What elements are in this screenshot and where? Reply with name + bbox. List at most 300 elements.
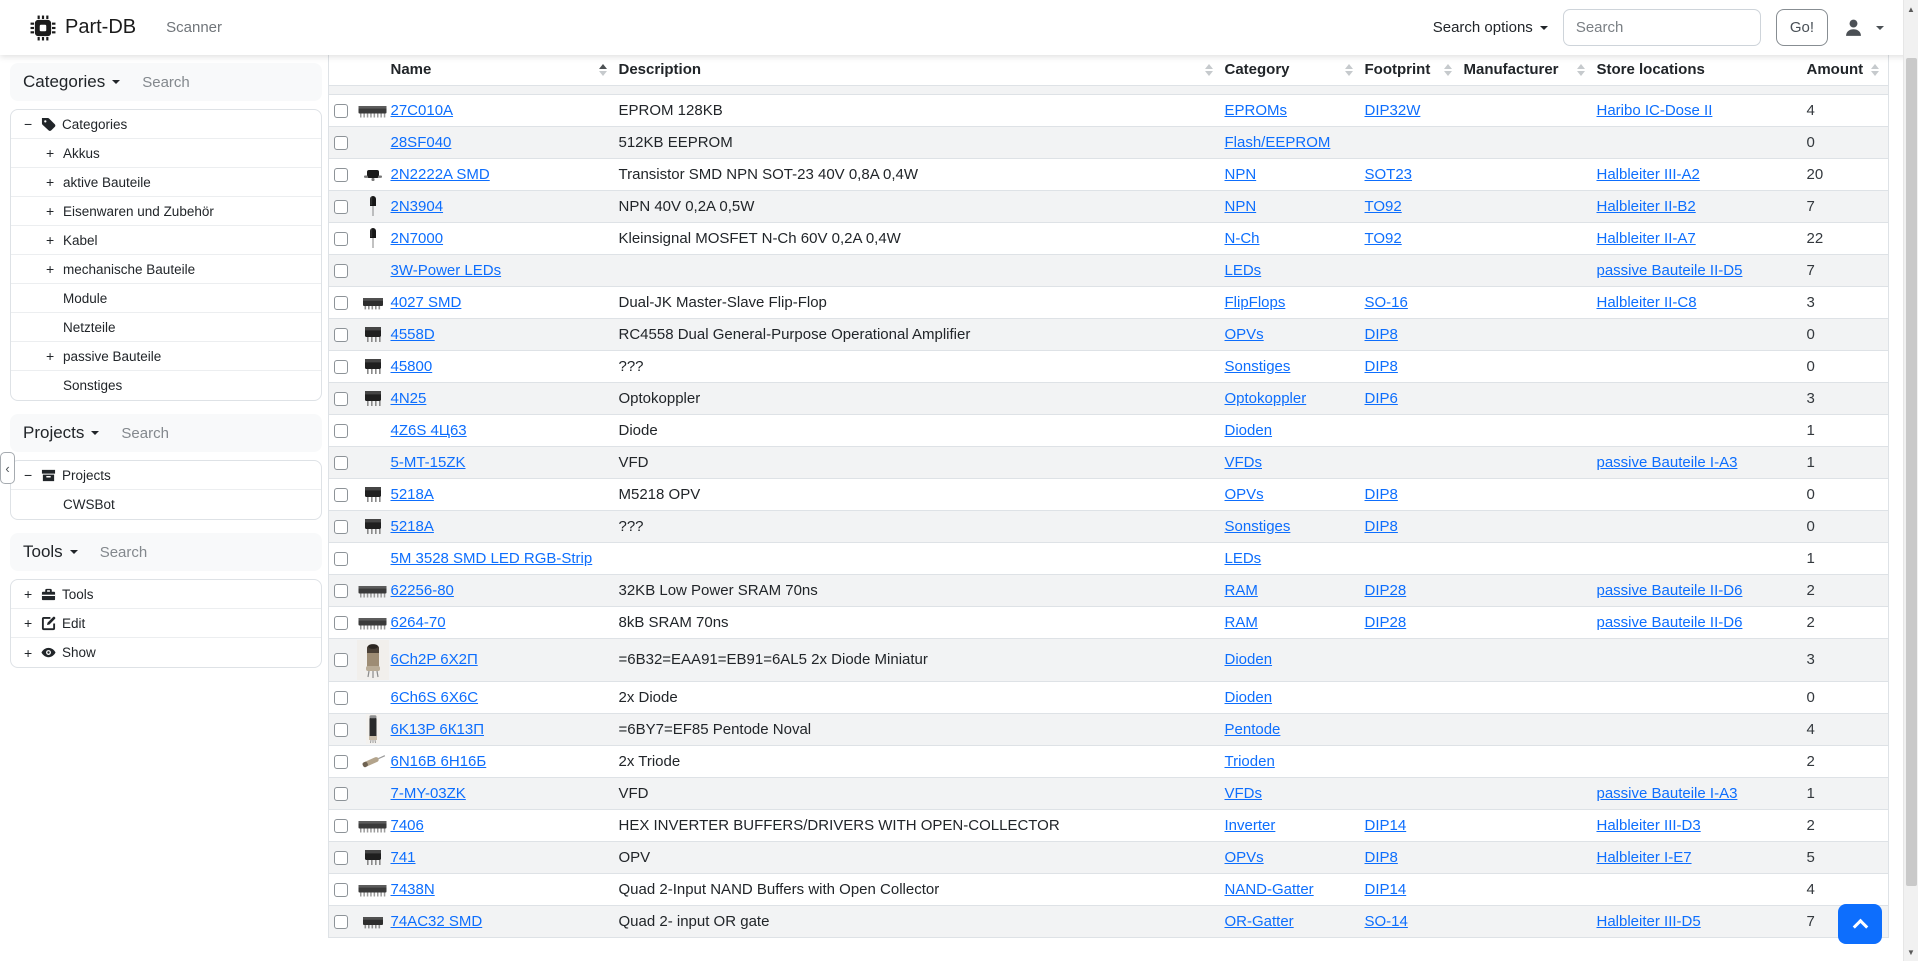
category-link[interactable]: Dioden [1224,421,1273,439]
footprint-link[interactable]: DIP8 [1364,485,1398,503]
row-checkbox[interactable] [334,915,348,929]
part-name-link[interactable]: 74AC32 SMD [390,912,483,930]
row-checkbox[interactable] [334,616,348,630]
column-header-footprint[interactable] [1363,55,1462,85]
row-checkbox[interactable] [334,360,348,374]
part-description: Quad 2- input OR gate [618,912,770,930]
part-description: 8kB SRAM 70ns [618,613,729,631]
part-thumbnail-dip-long-chip[interactable] [357,817,389,834]
tree-item-mechanische-bauteile[interactable] [11,255,321,284]
category-link[interactable]: Flash/EEPROM [1224,133,1331,151]
amount-value: 1 [1806,421,1815,439]
amount-value: 1 [1806,549,1815,567]
panel-title-dropdown-tools[interactable]: Tools [23,542,78,562]
expand-icon[interactable]: + [46,261,55,277]
footprint-link[interactable]: DIP14 [1364,880,1407,898]
tree-tools [10,579,322,668]
part-description: ??? [618,517,644,535]
expand-icon[interactable]: + [46,203,55,219]
amount-value: 1 [1806,453,1815,471]
part-name-link[interactable]: 7-MY-03ZK [390,784,466,802]
table-row [329,713,1889,745]
part-description: Transistor SMD NPN SOT-23 40V 0,8A 0,4W [618,165,919,183]
table-row [329,905,1889,937]
table-body [329,85,1889,937]
search-input[interactable] [1563,9,1761,46]
sort-icon [1871,64,1879,76]
user-icon [1843,17,1864,38]
tree-item-cwsbot[interactable] [11,490,321,519]
part-name-link[interactable]: 28SF040 [390,133,452,151]
tree-item-label: CWSBot [63,497,115,512]
table-row [329,873,1889,905]
row-checkbox[interactable] [334,328,348,342]
footprint-link[interactable]: SO-14 [1364,912,1408,930]
store-location-link[interactable]: passive Bauteile II-D5 [1596,261,1743,279]
tag-icon [41,117,56,132]
row-checkbox[interactable] [334,691,348,705]
amount-value: 0 [1806,357,1815,375]
part-name-link[interactable]: 2N7000 [390,229,444,247]
part-name-link[interactable]: 5218A [390,485,434,503]
tree-item-label: Categories [62,116,128,132]
footprint-link[interactable]: DIP8 [1364,325,1398,343]
part-thumbnail-dip8-chip[interactable] [361,356,385,376]
amount-value: 0 [1806,133,1815,151]
part-thumbnail-vacuum-tube-vertical[interactable] [366,714,380,744]
part-name-link[interactable]: 741 [390,848,416,866]
footprint-link[interactable]: DIP8 [1364,517,1398,535]
nav-item-scanner[interactable]: Scanner [166,19,222,36]
store-location-link[interactable]: Halbleiter III-D3 [1596,816,1701,834]
amount-value: 4 [1806,880,1815,898]
column-header-amount[interactable] [1805,55,1889,85]
row-checkbox[interactable] [334,264,348,278]
part-thumbnail-soic-chip[interactable] [360,294,386,311]
store-location-link[interactable]: passive Bauteile I-A3 [1596,453,1738,471]
tree-item-label: Eisenwaren und Zubehör [63,203,214,219]
footprint-link[interactable]: SOT23 [1364,165,1413,183]
chevron-down-icon [70,550,78,554]
category-link[interactable]: OR-Gatter [1224,912,1294,930]
category-link[interactable]: LEDs [1224,549,1262,567]
store-location-link[interactable]: Halbleiter III-D5 [1596,912,1701,930]
tree-item-projects[interactable] [11,461,321,490]
table-row [329,446,1889,478]
expand-icon[interactable]: + [24,644,33,661]
part-name-link[interactable]: 5M 3528 SMD LED RGB-Strip [390,549,593,567]
category-link[interactable]: Dioden [1224,651,1273,668]
part-description: RC4558 Dual General-Purpose Operational Amplifier [618,325,971,343]
tree-item-label: Show [62,645,96,660]
category-link[interactable]: OPVs [1224,485,1264,503]
tree-item-show[interactable] [11,638,321,667]
tree-item-sonstiges[interactable] [11,371,321,400]
brand-label: Part-DB [65,16,137,38]
part-thumbnail-dip-long-chip[interactable] [357,614,389,631]
category-link[interactable]: Sonstiges [1224,357,1291,375]
tree-item-label: Tools [62,586,94,602]
expand-icon[interactable]: + [24,615,33,631]
store-location-link[interactable]: Halbleiter II-A7 [1596,229,1696,247]
footprint-link[interactable]: DIP8 [1364,848,1398,866]
column-label: Category [1224,61,1290,79]
column-header-store[interactable] [1595,55,1805,85]
column-header-img [357,55,389,85]
chevron-up-icon [1852,919,1868,935]
tree-item-label: mechanische Bauteile [63,261,196,277]
amount-value: 0 [1806,485,1815,503]
store-location-link[interactable]: passive Bauteile II-D6 [1596,613,1743,631]
part-name-link[interactable]: 3W-Power LEDs [390,261,502,279]
table-row [329,478,1889,510]
row-checkbox[interactable] [334,200,348,214]
part-description: M5218 OPV [618,485,701,503]
table-header-row [329,55,1889,85]
part-thumbnail-to92-transistor[interactable] [368,194,378,218]
panel-search-input-categories[interactable] [142,74,272,91]
brand[interactable] [30,15,136,41]
tree-item-netzteile[interactable] [11,313,321,342]
part-thumbnail-dip8-chip[interactable] [361,516,385,536]
part-description: 512KB EEPROM [618,133,733,151]
tree-item-label: Akkus [63,145,100,161]
part-name-link[interactable]: 6Ch6S 6X6C [390,688,479,706]
table-row [329,510,1889,542]
part-thumbnail-to92-transistor[interactable] [368,226,378,250]
tree-item-eisenwaren-und-zubeh-r[interactable] [11,197,321,226]
sort-icon [1577,64,1585,76]
sort-icon [1205,64,1213,76]
amount-value: 2 [1806,816,1815,834]
part-description: Kleinsignal MOSFET N-Ch 60V 0,2A 0,4W [618,229,901,247]
tree-item-aktive-bauteile[interactable] [11,168,321,197]
table-row [329,542,1889,574]
row-checkbox[interactable] [334,136,348,150]
row-checkbox[interactable] [334,424,348,438]
table-row [329,606,1889,638]
part-name-link[interactable]: 4027 SMD [390,293,462,311]
tree-item-tools[interactable] [11,580,321,609]
edit-icon [41,616,56,631]
part-name-link[interactable]: 7406 [390,816,424,834]
column-header-name[interactable] [389,55,617,85]
row-checkbox[interactable] [334,168,348,182]
category-link[interactable]: LEDs [1224,261,1262,279]
table-row [329,574,1889,606]
row-checkbox[interactable] [334,851,348,865]
part-name-link[interactable]: 6264-70 [390,613,446,631]
collapse-icon[interactable]: − [24,116,33,132]
part-name-link[interactable]: 6K13P 6К13П [390,720,484,738]
store-location-link[interactable]: Halbleiter III-A2 [1596,165,1700,183]
browser-scrollbar[interactable] [1903,0,1918,961]
part-description: ??? [618,357,644,375]
table-row [329,382,1889,414]
row-checkbox[interactable] [334,787,348,801]
part-description: VFD [618,453,649,471]
column-label: Amount [1806,61,1864,79]
category-link[interactable]: NPN [1224,165,1257,183]
category-link[interactable]: RAM [1224,613,1258,631]
amount-value: 7 [1806,261,1815,279]
tree-item-module[interactable] [11,284,321,313]
amount-value: 3 [1806,389,1815,407]
row-checkbox[interactable] [334,552,348,566]
microchip-icon [30,15,56,41]
expand-icon[interactable]: + [24,586,33,602]
amount-value: 0 [1806,688,1815,706]
amount-value: 20 [1806,165,1824,183]
part-description: 2x Triode [618,752,681,770]
expand-icon[interactable]: + [46,232,55,248]
go-button[interactable]: Go! [1776,9,1828,46]
part-description: EPROM 128KB [618,101,723,119]
panel-header [10,414,322,452]
sidebar-panel-categories [10,63,322,401]
table-row [329,190,1889,222]
amount-value: 3 [1806,651,1815,668]
part-name-link[interactable]: 2N2222A SMD [390,165,490,183]
column-label: Store locations [1596,61,1705,79]
amount-value: 2 [1806,581,1815,599]
footprint-link[interactable]: TO92 [1364,197,1402,215]
sidebar-collapse-handle[interactable]: ‹ [0,452,15,484]
footprint-link[interactable]: DIP6 [1364,389,1398,407]
part-thumbnail-soic-chip[interactable] [360,913,386,930]
tree-item-label: passive Bauteile [63,348,162,364]
category-link[interactable]: N-Ch [1224,229,1260,247]
projects-icon [41,468,56,483]
row-checkbox[interactable] [334,819,348,833]
expand-icon[interactable]: + [46,174,55,190]
category-link[interactable]: NPN [1224,197,1257,215]
store-location-link[interactable]: Halbleiter II-C8 [1596,293,1697,311]
category-link[interactable]: RAM [1224,581,1258,599]
collapse-icon[interactable]: − [24,467,33,483]
category-link[interactable]: Optokoppler [1224,389,1307,407]
main-content [328,55,1889,938]
footprint-link[interactable]: DIP28 [1364,581,1407,599]
part-name-link[interactable]: 4558D [390,325,435,343]
category-link[interactable]: OPVs [1224,325,1264,343]
table-row [329,638,1889,681]
part-thumbnail-dip8-chip[interactable] [361,484,385,504]
part-thumbnail-vacuum-tube-photo[interactable] [357,640,389,680]
part-thumbnail-vacuum-tube-thin[interactable] [359,752,387,770]
amount-value: 4 [1806,720,1815,738]
footprint-link[interactable]: SO-16 [1364,293,1408,311]
part-name-link[interactable]: 5-MT-15ZK [390,453,466,471]
scrollbar-up-arrow[interactable]: ▲ [1907,4,1915,14]
chevron-down-icon [91,431,99,435]
panel-search-input-tools[interactable] [100,544,230,561]
column-header-check [329,55,357,85]
sidebar-panel-tools [10,533,322,668]
tree-item-passive-bauteile[interactable] [11,342,321,371]
sidebar-panel-projects [10,414,322,520]
part-description: HEX INVERTER BUFFERS/DRIVERS WITH OPEN-COLLECTOR [618,816,1060,834]
panel-title-dropdown-projects[interactable]: Projects [23,423,99,443]
part-thumbnail-dip-long-chip[interactable] [357,881,389,898]
part-name-link[interactable]: 4Z6S 4Ц63 [390,421,467,439]
amount-value: 7 [1806,197,1815,215]
row-checkbox[interactable] [334,296,348,310]
table-row [329,841,1889,873]
part-name-link[interactable]: 62256-80 [390,581,454,599]
sort-icon [1345,64,1353,76]
part-thumbnail-sot23-transistor[interactable] [362,167,384,182]
store-location-link[interactable]: passive Bauteile II-D6 [1596,581,1743,599]
footprint-link[interactable]: DIP32W [1364,101,1421,119]
part-name-link[interactable]: 45800 [390,357,433,375]
part-description: Optokoppler [618,389,701,407]
amount-value: 22 [1806,229,1824,247]
category-link[interactable]: OPVs [1224,848,1264,866]
table-row [329,94,1889,126]
tree-item-akkus[interactable] [11,139,321,168]
partial-row [329,85,1889,94]
part-name-link[interactable]: 4N25 [390,389,427,407]
tools-icon [41,587,56,602]
amount-value: 2 [1806,613,1815,631]
row-checkbox[interactable] [334,104,348,118]
store-location-link[interactable]: Halbleiter I-E7 [1596,848,1692,866]
amount-value: 3 [1806,293,1815,311]
table-row [329,745,1889,777]
tree-projects [10,460,322,520]
chevron-down-icon [112,80,120,84]
tree-item-label: Edit [62,615,86,631]
part-thumbnail-dip8-chip[interactable] [361,388,385,408]
tree-item-kabel[interactable] [11,226,321,255]
sort-icon [1444,64,1452,76]
part-name-link[interactable]: 27C010A [390,101,454,119]
amount-value: 1 [1806,784,1815,802]
category-link[interactable]: EPROMs [1224,101,1288,119]
part-thumbnail-dip-long-chip[interactable] [357,582,389,599]
row-checkbox[interactable] [334,883,348,897]
table-row [329,254,1889,286]
part-description: Diode [618,421,658,439]
part-description: Dual-JK Master-Slave Flip-Flop [618,293,827,311]
sort-icon [599,64,607,76]
column-header-desc[interactable] [617,55,1223,85]
column-header-category[interactable] [1223,55,1363,85]
category-link[interactable]: Trioden [1224,752,1275,770]
part-thumbnail-dip-long-chip[interactable] [357,102,389,119]
column-label: Name [390,61,432,79]
navbar-right [1433,9,1884,46]
column-header-manufacturer[interactable] [1462,55,1595,85]
tree-item-label: Netzteile [63,319,116,335]
parts-table [328,55,1889,938]
tree-item-label: Projects [62,467,111,483]
table-row [329,222,1889,254]
category-link[interactable]: Inverter [1224,816,1276,834]
tree-item-edit[interactable] [11,609,321,638]
panel-header [10,533,322,571]
category-link[interactable]: VFDs [1224,784,1262,802]
panel-search-input-projects[interactable] [121,425,251,442]
tree-item-categories[interactable] [11,110,321,139]
store-location-link[interactable]: Haribo IC-Dose II [1596,101,1713,119]
table-row [329,414,1889,446]
part-description: NPN 40V 0,2A 0,5W [618,197,755,215]
row-checkbox[interactable] [334,488,348,502]
table-row [329,158,1889,190]
part-thumbnail-dip8-chip[interactable] [361,324,385,344]
scrollbar-thumb[interactable] [1906,58,1917,886]
part-description: Quad 2-Input NAND Buffers with Open Collector [618,880,940,898]
table-row [329,318,1889,350]
table-header [329,55,1889,85]
category-link[interactable]: NAND-Gatter [1224,880,1314,898]
row-checkbox[interactable] [334,653,348,667]
panel-header [10,63,322,101]
row-checkbox[interactable] [334,392,348,406]
panel-title-dropdown-categories[interactable]: Categories [23,72,120,92]
tree-item-label: Kabel [63,232,98,248]
part-name-link[interactable]: 6Ch2P 6Х2П [390,651,478,668]
row-checkbox[interactable] [334,520,348,534]
category-link[interactable]: Dioden [1224,688,1273,706]
category-link[interactable]: Pentode [1224,720,1281,738]
amount-value: 7 [1806,912,1815,930]
user-menu-dropdown[interactable] [1843,17,1884,38]
top-navbar [0,0,1918,55]
part-name-link[interactable]: 5218A [390,517,434,535]
store-location-link[interactable]: Halbleiter II-B2 [1596,197,1696,215]
amount-value: 0 [1806,325,1815,343]
row-checkbox[interactable] [334,456,348,470]
scroll-to-top-button[interactable] [1838,904,1882,944]
search-options-dropdown[interactable] [1433,19,1548,36]
tree-categories [10,109,322,401]
footprint-link[interactable]: DIP28 [1364,613,1407,631]
amount-value: 5 [1806,848,1815,866]
tree-item-label: Module [63,290,108,306]
tree-item-label: Sonstiges [63,378,123,393]
row-checkbox[interactable] [334,584,348,598]
column-label: Description [618,61,702,79]
part-name-link[interactable]: 7438N [390,880,435,898]
footprint-link[interactable]: TO92 [1364,229,1402,247]
expand-icon[interactable]: + [46,145,55,161]
store-location-link[interactable]: passive Bauteile I-A3 [1596,784,1738,802]
part-thumbnail-dip8-chip[interactable] [361,847,385,867]
table-row [329,777,1889,809]
row-checkbox[interactable] [334,755,348,769]
tree-item-label: aktive Bauteile [63,174,151,190]
table-row [329,681,1889,713]
part-description: =6B32=EAA91=EB91=6AL5 2x Diode Miniatur [618,651,928,668]
scrollbar-down-arrow[interactable]: ▼ [1907,947,1915,957]
part-name-link[interactable]: 6N16B 6Н16Б [390,752,487,770]
category-link[interactable]: FlipFlops [1224,293,1286,311]
part-name-link[interactable]: 2N3904 [390,197,444,215]
amount-value: 0 [1806,517,1815,535]
category-link[interactable]: Sonstiges [1224,517,1291,535]
category-link[interactable]: VFDs [1224,453,1262,471]
row-checkbox[interactable] [334,232,348,246]
row-checkbox[interactable] [334,723,348,737]
footprint-link[interactable]: DIP8 [1364,357,1398,375]
footprint-link[interactable]: DIP14 [1364,816,1407,834]
chevron-down-icon [1876,26,1884,30]
part-description: 32KB Low Power SRAM 70ns [618,581,818,599]
expand-icon[interactable]: + [46,348,55,364]
